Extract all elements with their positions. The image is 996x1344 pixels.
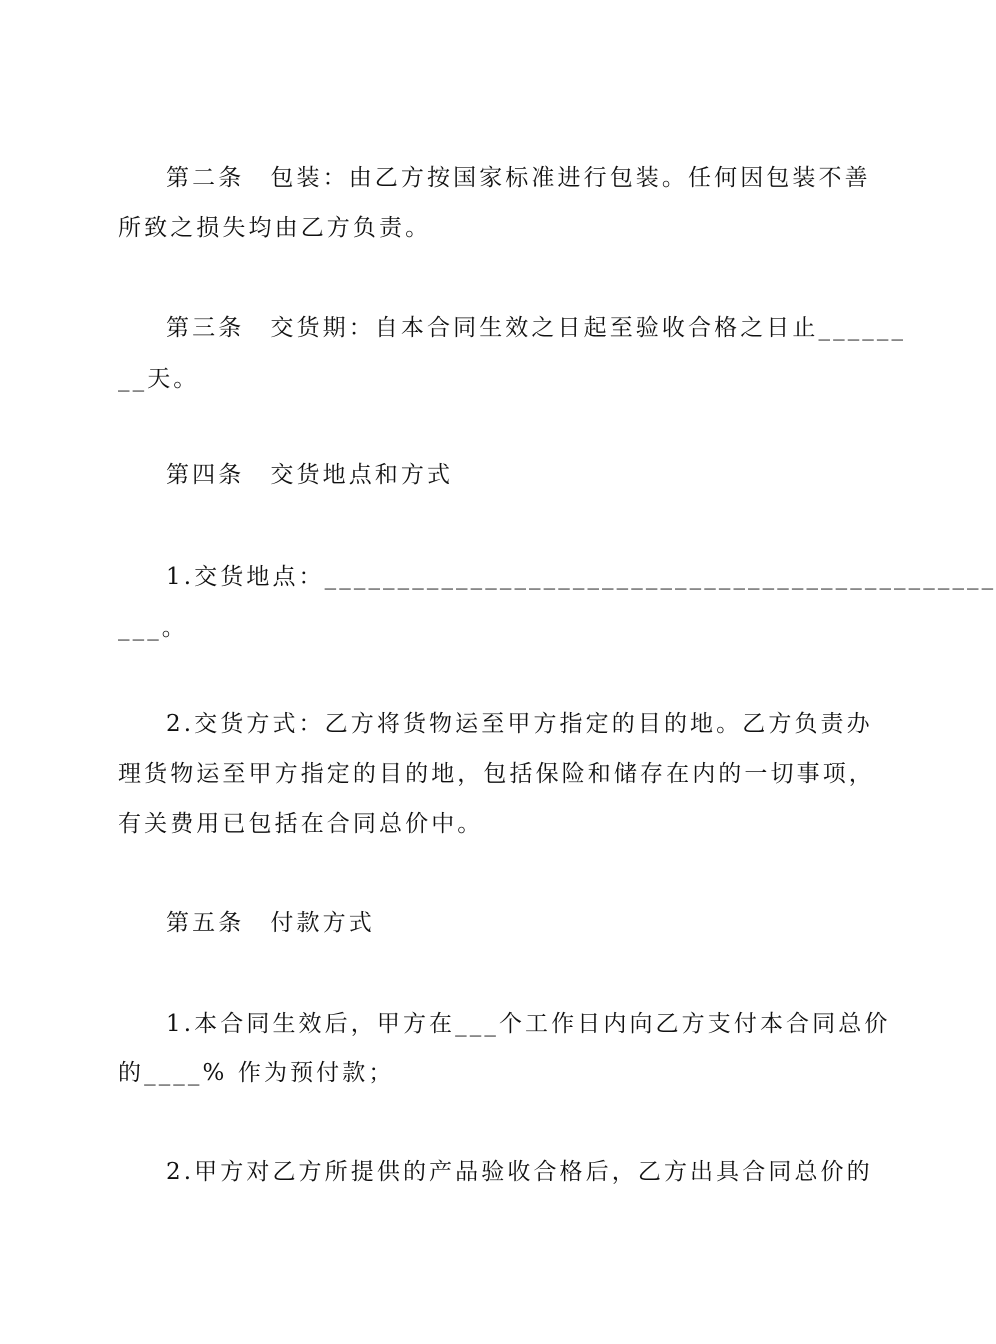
article-3-line-2: __天。 xyxy=(118,366,200,392)
article-5-item-2-line-1: 2.甲方对乙方所提供的产品验收合格后，乙方出具合同总价的 xyxy=(166,1159,873,1185)
article-4-item-2-line-2: 理货物运至甲方指定的目的地，包括保险和储存在内的一切事项， xyxy=(118,761,875,787)
article-4-heading: 第四条 交货地点和方式 xyxy=(166,462,454,488)
article-5-item-1-line-2: 的____% 作为预付款； xyxy=(118,1060,395,1086)
article-3-line-1: 第三条 交货期：自本合同生效之日起至验收合格之日止______ xyxy=(166,315,907,341)
article-2-line-1: 第二条 包装：由乙方按国家标准进行包装。任何因包装不善 xyxy=(166,165,871,191)
article-5-item-1-line-1: 1.本合同生效后，甲方在___个工作日内向乙方支付本合同总价 xyxy=(166,1011,891,1037)
article-4-item-2-line-3: 有关费用已包括在合同总价中。 xyxy=(118,811,484,837)
article-4-item-2-line-1: 2.交货方式：乙方将货物运至甲方指定的目的地。乙方负责办 xyxy=(166,711,873,737)
article-2-line-2: 所致之损失均由乙方负责。 xyxy=(118,215,432,241)
article-4-item-1-line-1: 1.交货地点：______________________________________________ xyxy=(166,564,996,590)
article-4-item-1-line-2: ___。 xyxy=(118,615,188,641)
article-5-heading: 第五条 付款方式 xyxy=(166,910,375,936)
